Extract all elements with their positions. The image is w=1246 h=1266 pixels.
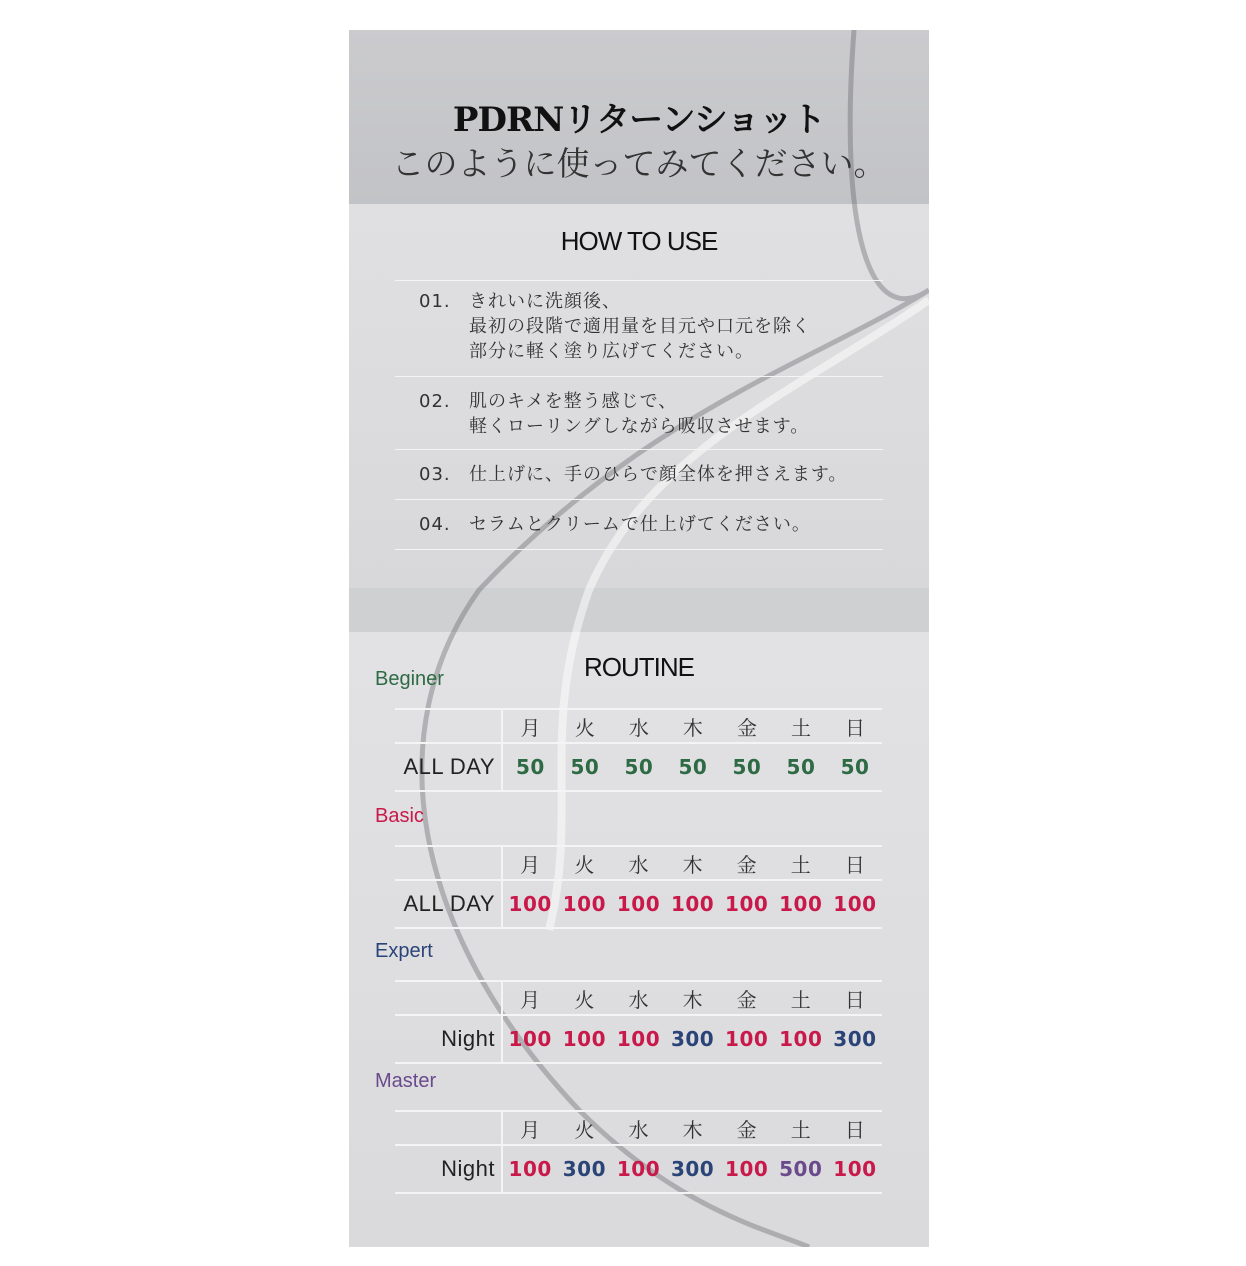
- level-label-expert: [375, 940, 433, 963]
- dose-value: 100: [502, 1015, 557, 1063]
- step-line: 仕上げに、手のひらで顔全体を押さえます。: [469, 464, 848, 485]
- level-label-beginer: [375, 668, 444, 691]
- day-header: 水: [611, 1111, 665, 1145]
- dose-value: 100: [774, 1015, 828, 1063]
- day-header: 日: [828, 709, 882, 743]
- day-header: 木: [666, 1111, 720, 1145]
- step-text: [469, 462, 883, 487]
- dose-value: 100: [557, 1015, 611, 1063]
- step-line: セラムとクリームで仕上げてください。: [469, 514, 811, 535]
- step-item: [395, 376, 883, 449]
- step-item: [395, 280, 883, 376]
- day-header: 月: [502, 981, 557, 1015]
- step-text: [469, 389, 883, 439]
- day-header: 土: [774, 709, 828, 743]
- day-header: 水: [611, 846, 665, 880]
- step-line: きれいに洗顔後、: [469, 291, 621, 312]
- divider-band: [349, 588, 929, 632]
- dose-value: 100: [828, 880, 882, 928]
- empty-cell: [395, 709, 502, 743]
- dose-value: 50: [558, 743, 612, 791]
- step-text: [469, 289, 883, 364]
- dose-value: 500: [774, 1145, 828, 1193]
- day-header: 木: [666, 846, 720, 880]
- routine-table: [395, 708, 882, 792]
- day-header: 金: [720, 981, 774, 1015]
- row-label: ALL DAY: [395, 880, 502, 928]
- dose-value: 100: [557, 880, 611, 928]
- day-header: 火: [557, 846, 611, 880]
- steps-list: [395, 280, 883, 550]
- page-subtitle: このように使ってみてください。: [391, 144, 887, 183]
- day-header: 土: [774, 981, 828, 1015]
- routine-table: [395, 980, 882, 1064]
- row-label: ALL DAY: [395, 743, 502, 791]
- step-item: [395, 499, 883, 550]
- day-header: 火: [558, 709, 612, 743]
- level-name: Master: [375, 1070, 437, 1092]
- dose-value: 100: [611, 880, 665, 928]
- row-label: Night: [395, 1015, 502, 1063]
- level-label-basic: [375, 805, 424, 828]
- day-header: 火: [557, 981, 611, 1015]
- day-header: 水: [612, 709, 666, 743]
- level-label-master: [375, 1070, 436, 1093]
- day-header: 木: [666, 709, 720, 743]
- dose-value: 100: [720, 880, 774, 928]
- dose-value: 50: [828, 743, 882, 791]
- dose-value: 50: [666, 743, 720, 791]
- step-line: 軽くローリングしながら吸収させます。: [469, 416, 810, 437]
- dose-value: 50: [502, 743, 558, 791]
- page-title: PDRNリターンショット: [452, 100, 826, 140]
- day-header: 火: [557, 1111, 611, 1145]
- dose-value: 300: [666, 1015, 720, 1063]
- dose-value: 300: [557, 1145, 611, 1193]
- routine-table: [395, 845, 882, 929]
- row-label: Night: [395, 1145, 502, 1193]
- dose-value: 100: [828, 1145, 882, 1193]
- step-line: 部分に軽く塗り広げてください。: [469, 341, 754, 362]
- dose-value: 100: [720, 1145, 774, 1193]
- empty-cell: [395, 846, 502, 880]
- dose-value: 300: [666, 1145, 720, 1193]
- level-name: Basic: [375, 805, 424, 827]
- day-header: 金: [720, 846, 774, 880]
- day-header: 金: [720, 709, 774, 743]
- step-number: 03.: [419, 464, 451, 485]
- day-header: 金: [720, 1111, 774, 1145]
- dose-value: 50: [720, 743, 774, 791]
- dose-value: 100: [502, 1145, 557, 1193]
- dose-value: 100: [611, 1015, 665, 1063]
- day-header: 水: [611, 981, 665, 1015]
- day-header: 木: [666, 981, 720, 1015]
- level-name: Expert: [375, 940, 433, 962]
- empty-cell: [395, 981, 502, 1015]
- day-header: 月: [502, 1111, 557, 1145]
- day-header: 月: [502, 709, 558, 743]
- product-usage-panel: [349, 30, 929, 1247]
- how-to-use-heading: HOW TO USE: [560, 226, 718, 256]
- day-header: 日: [828, 1111, 882, 1145]
- day-header: 月: [502, 846, 557, 880]
- dose-value: 50: [774, 743, 828, 791]
- step-number: 02.: [419, 391, 451, 412]
- dose-value: 50: [612, 743, 666, 791]
- dose-value: 100: [720, 1015, 774, 1063]
- empty-cell: [395, 1111, 502, 1145]
- dose-value: 100: [774, 880, 828, 928]
- day-header: 日: [828, 981, 882, 1015]
- routine-table: [395, 1110, 882, 1194]
- step-item: [395, 449, 883, 499]
- dose-value: 300: [828, 1015, 882, 1063]
- step-line: 最初の段階で適用量を目元や口元を除く: [469, 316, 811, 337]
- day-header: 日: [828, 846, 882, 880]
- step-text: [469, 512, 883, 537]
- dose-value: 100: [502, 880, 557, 928]
- dose-value: 100: [611, 1145, 665, 1193]
- day-header: 土: [774, 846, 828, 880]
- step-number: 04.: [419, 514, 451, 535]
- dose-value: 100: [666, 880, 720, 928]
- step-number: 01.: [419, 291, 451, 312]
- routine-heading: ROUTINE: [584, 652, 694, 682]
- day-header: 土: [774, 1111, 828, 1145]
- level-name: Beginer: [375, 668, 444, 690]
- step-line: 肌のキメを整う感じで、: [469, 391, 678, 412]
